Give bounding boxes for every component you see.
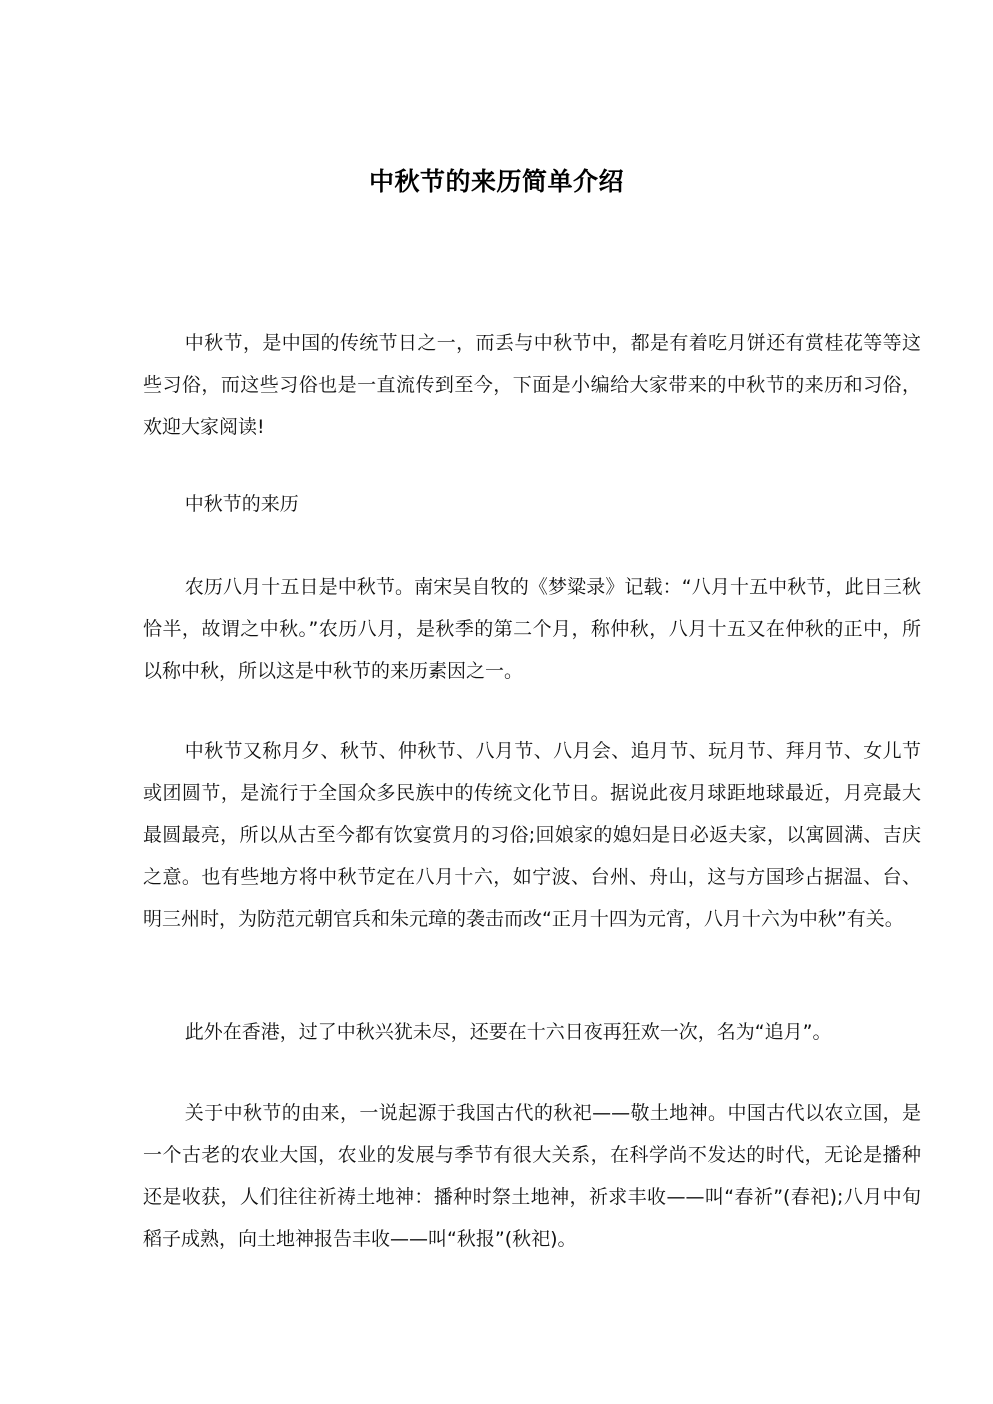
paragraph-text: 此外在香港，过了中秋兴犹未尽，还要在十六日夜再狂欢一次，名为“追月”。 [184,1021,832,1043]
paragraph-text: 中秋节又称月夕、秋节、仲秋节、八月节、八月会、追月节、玩月节、拜月节、女儿节或团圆节，是流行于全国众多民族中的传统文化节日。据说此夜月球距地球最近，月亮最大最圆最亮，所以从古至今都有饮宴赏月的习俗;回娘家的媳妇是日必返夫家，以寓圆满、吉庆之意。也有些地方将中秋节定在八月十六，如宁波、台州、舟山，这与方国珍占据温、台、明三州时，为防范元朝官兵和朱元璋的袭击而改“正月十四为元宵，八月十六为中秋”有关。 [143,740,921,930]
alternate-names-paragraph [143,730,921,940]
section-heading [143,483,921,525]
paragraph-text: 农历八月十五日是中秋节。南宋吴自牧的《梦粱录》记载：“八月十五中秋节，此日三秋恰半，故谓之中秋。”农历八月，是秋季的第二个月，称仲秋，八月十五又在仲秋的正中，所以称中秋，所以这是中秋节的来历素因之一。 [143,576,921,682]
paragraph-text: 中秋节，是中国的传统节日之一，而丢与中秋节中，都是有着吃月饼还有赏桂花等等这些习俗，而这些习俗也是一直流传到至今，下面是小编给大家带来的中秋节的来历和习俗，欢迎大家阅读! [143,332,921,438]
autumn-sacrifice-paragraph [143,1092,921,1260]
origin-paragraph [143,566,921,692]
section-heading-text: 中秋节的来历 [184,493,299,515]
paragraph-text: 关于中秋节的由来，一说起源于我国古代的秋祀——敬土地神。中国古代以农立国，是一个古老的农业大国，农业的发展与季节有很大关系，在科学尚不发达的时代，无论是播种还是收获，人们往往祈祷土地神：播种时祭土地神，祈求丰收——叫“春祈”(春祀);八月中旬稻子成熟，向土地神报告丰收——叫“秋报”(秋祀)。 [143,1102,921,1250]
document-title: 中秋节的来历简单介绍 [368,167,624,196]
hong-kong-paragraph [143,1011,921,1053]
intro-paragraph [143,322,921,448]
